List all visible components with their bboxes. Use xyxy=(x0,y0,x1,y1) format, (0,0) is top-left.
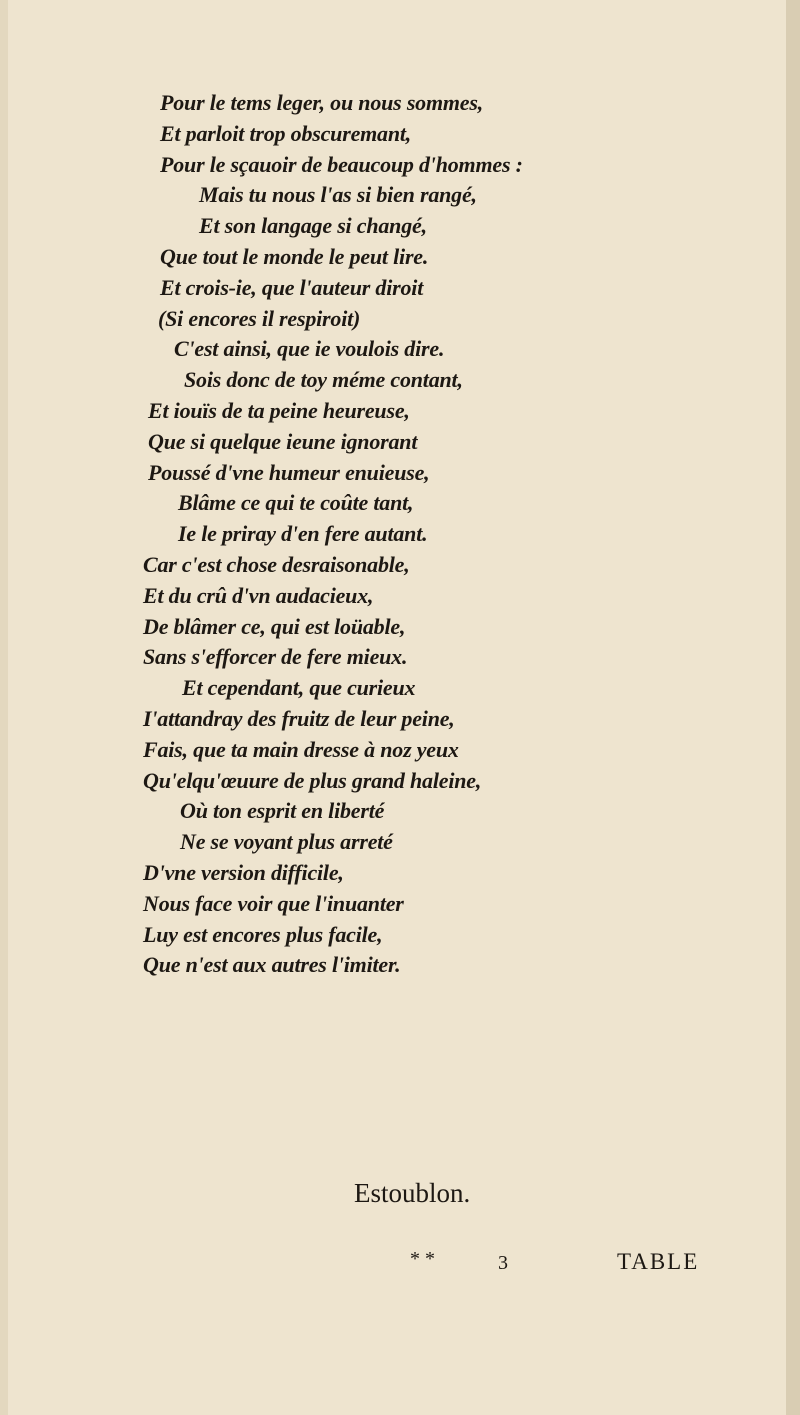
verse-line: Et iouïs de ta peine heureuse, xyxy=(148,397,410,423)
verse-line: Fais, que ta main dresse à noz yeux xyxy=(143,736,459,762)
verse-line: Et parloit trop obscuremant, xyxy=(160,120,412,146)
verse-line: Et du crû d'vn audacieux, xyxy=(143,582,374,608)
signature-number: 3 xyxy=(498,1252,508,1274)
verse-line: Luy est encores plus facile, xyxy=(143,921,383,947)
verse-line: De blâmer ce, qui est loüable, xyxy=(143,613,406,639)
verse-line: Que n'est aux autres l'imiter. xyxy=(143,952,401,978)
signature-mark: * * xyxy=(410,1248,435,1270)
verse-line: Sois donc de toy méme contant, xyxy=(184,367,463,393)
verse-line: Ne se voyant plus arreté xyxy=(180,829,393,855)
verse-line: Mais tu nous l'as si bien rangé, xyxy=(199,182,477,208)
verse-line: Et cependant, que curieux xyxy=(182,675,416,701)
verse-line: Et crois-ie, que l'auteur diroit xyxy=(160,274,424,300)
verse-line: D'vne version difficile, xyxy=(143,859,344,885)
verse-line: I'attandray des fruitz de leur peine, xyxy=(143,705,455,731)
verse-line: Où ton esprit en liberté xyxy=(180,798,385,824)
verse-line: Nous face voir que l'inuanter xyxy=(143,890,404,916)
verse-line: Que si quelque ieune ignorant xyxy=(148,428,418,454)
verse-line: C'est ainsi, que ie voulois dire. xyxy=(174,336,445,362)
verse-line: Pour le sçauoir de beaucoup d'hommes : xyxy=(160,151,523,177)
verse-line: Blâme ce qui te coûte tant, xyxy=(178,490,414,516)
verse-line: (Si encores il respiroit) xyxy=(158,305,361,331)
catchword: TABLE xyxy=(617,1249,700,1274)
verse-line: Sans s'efforcer de fere mieux. xyxy=(143,644,408,670)
verse-line: Poussé d'vne humeur enuieuse, xyxy=(148,459,430,485)
verse-line: Car c'est chose desraisonable, xyxy=(143,551,410,577)
poem xyxy=(0,88,800,981)
verse-line: Ie le priray d'en fere autant. xyxy=(178,521,428,547)
verse-line: Que tout le monde le peut lire. xyxy=(160,243,429,269)
verse-line: Et son langage si changé, xyxy=(199,213,427,239)
verse-line: Pour le tems leger, ou nous sommes, xyxy=(160,90,484,115)
author-signature: Estoublon. xyxy=(354,1178,471,1208)
verse-line: Qu'elqu'œuure de plus grand haleine, xyxy=(143,767,482,793)
